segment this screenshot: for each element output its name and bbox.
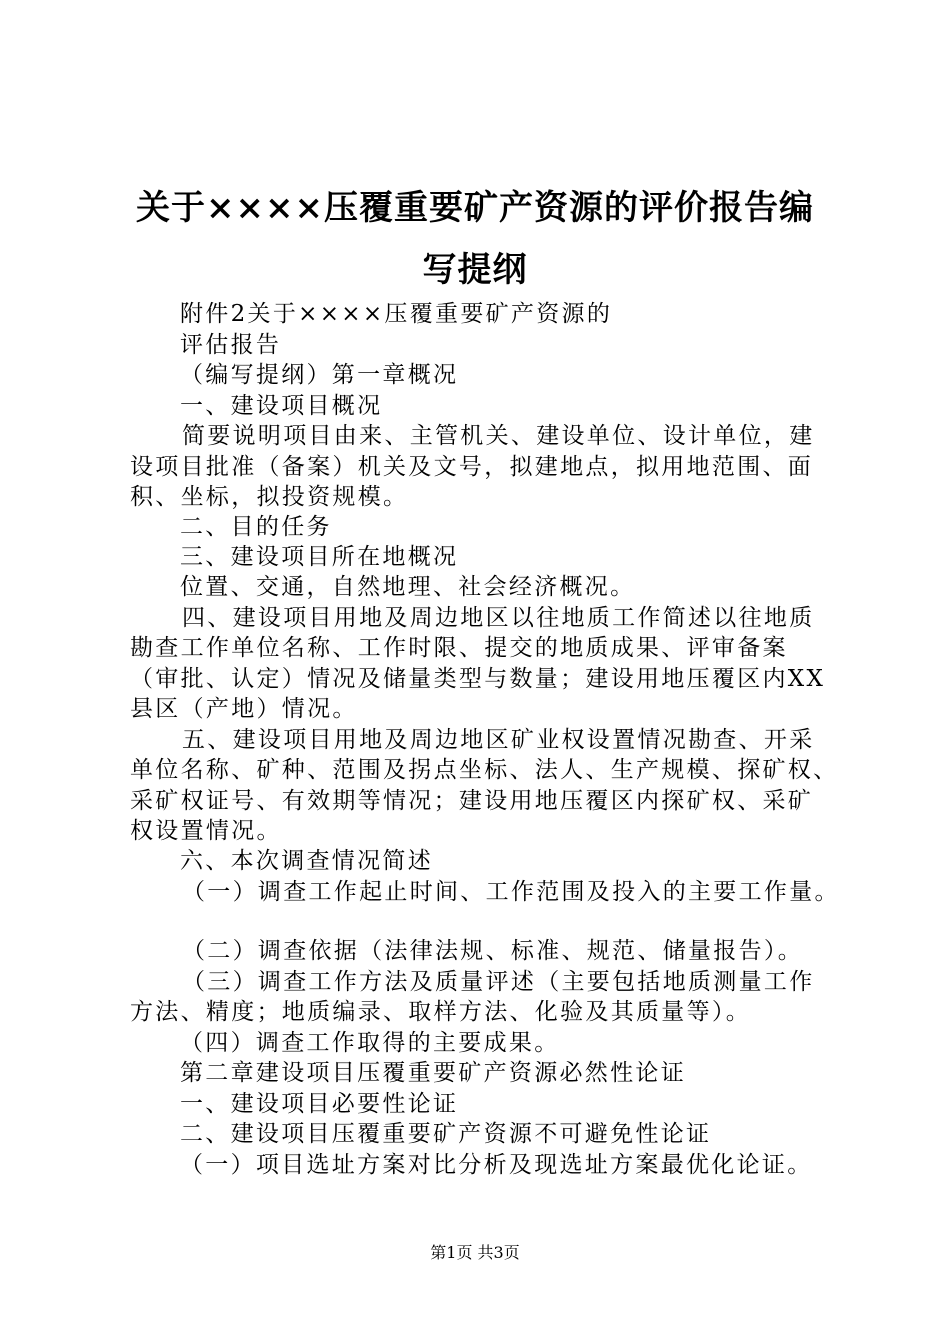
body-line: 一、建设项目必要性论证 [180, 1091, 459, 1117]
body-line: （三）调查工作方法及质量评述（主要包括地质测量工作 [182, 969, 815, 995]
body-line: 四、建设项目用地及周边地区以往地质工作简述以往地质 [182, 605, 815, 631]
body-line: 积、坐标，拟投资规模。 [130, 484, 409, 510]
body-line: 二、建设项目压覆重要矿产资源不可避免性论证 [180, 1121, 712, 1147]
document-title-line-1: 关于××××压覆重要矿产资源的评价报告编 [136, 188, 814, 228]
body-line: 设项目批准（备案）机关及文号，拟建地点，拟用地范围、面 [130, 454, 814, 480]
body-line: 五、建设项目用地及周边地区矿业权设置情况勘查、开采 [182, 727, 815, 753]
body-line: （审批、认定）情况及储量类型与数量；建设用地压覆区内XX [130, 666, 826, 692]
body-line: 二、目的任务 [180, 514, 332, 540]
body-line: 评估报告 [180, 332, 282, 358]
body-line: 一、建设项目概况 [180, 393, 383, 419]
body-line: 第二章建设项目压覆重要矿产资源必然性论证 [180, 1060, 686, 1086]
body-line: （四）调查工作取得的主要成果。 [180, 1030, 560, 1056]
body-line: 勘查工作单位名称、工作时限、提交的地质成果、评审备案 [130, 635, 788, 661]
body-line: 县区（产地）情况。 [130, 696, 358, 722]
body-line: （编写提纲）第一章概况 [180, 362, 459, 388]
body-line: 权设置情况。 [130, 818, 282, 844]
body-line: 方法、精度；地质编录、取样方法、化验及其质量等）。 [130, 999, 751, 1025]
body-line: 简要说明项目由来、主管机关、建设单位、设计单位，建 [182, 423, 815, 449]
body-line: 采矿权证号、有效期等情况；建设用地压覆区内探矿权、采矿 [130, 788, 814, 814]
body-line: 附件2关于××××压覆重要矿产资源的 [180, 301, 613, 327]
page-number-footer: 第1页 共3页 [430, 1243, 520, 1262]
body-line: 单位名称、矿种、范围及拐点坐标、法人、生产规模、探矿权、 [130, 757, 839, 783]
body-line: 三、建设项目所在地概况 [180, 544, 459, 570]
body-line: 六、本次调查情况简述 [180, 848, 433, 874]
body-line: （二）调查依据（法律法规、标准、规范、储量报告）。 [182, 938, 803, 964]
body-line: 位置、交通，自然地理、社会经济概况。 [180, 574, 636, 600]
body-line: （一）调查工作起止时间、工作范围及投入的主要工作量。 [182, 879, 840, 905]
body-line: （一）项目选址方案对比分析及现选址方案最优化论证。 [180, 1152, 813, 1178]
document-title-line-2: 写提纲 [422, 250, 528, 290]
